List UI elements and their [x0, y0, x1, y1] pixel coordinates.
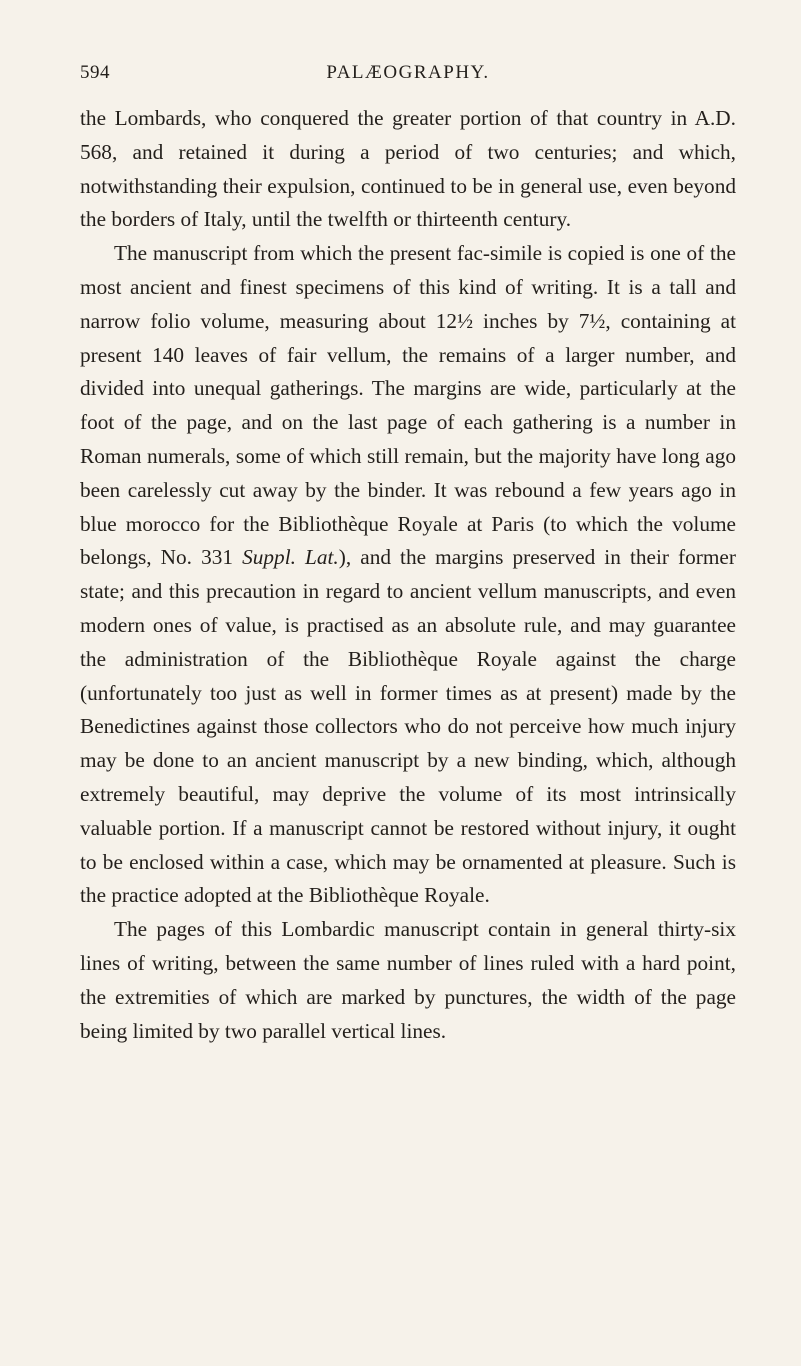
body-text: [80, 102, 736, 1048]
paragraph-page-layout: The pages of this Lombardic manuscript contain in general thirty-six lines of writing, between the same number of lines ruled with a hard point, the extremities of which are marked by punctures, the width of the page being limited by two parallel vertical lines.: [80, 917, 736, 1043]
page-number: 594: [80, 62, 110, 83]
paragraph-text: ), and the margins preserved in their former state; and this precaution in regard to ancient vellum manuscripts, and even modern ones of value, is practised as an absolute rule, and may guarantee the administration of the Bibliothèque Royale against the charge (unfortunately too just as well in former times as at present) made by the Benedictines against those collectors who do not perceive how much injury may be done to an ancient manuscript by a new binding, which, although extremely beautiful, may deprive the volume of its most intrinsically valuable portion. If a manuscript cannot be restored without injury, it ought to be enclosed within a case, which may be ornamented at pleasure. Such is the practice adopted at the Bibliothèque Royale.: [80, 545, 736, 908]
running-title: PALÆOGRAPHY.: [326, 62, 490, 83]
paragraph-continuation: the Lombards, who conquered the greater portion of that country in A.D. 568, and retained it during a period of two centuries; and which, notwithstanding their expulsion, continued to be in general use, even beyond the borders of Italy, until the twelfth or thirteenth century.: [80, 106, 736, 232]
paragraph-text: The manuscript from which the present fac-simile is copied is one of the most ancient and finest specimens of this kind of writing. It is a tall and narrow folio volume, measuring about 12½ inches by 7½, containing at present 140 leaves of fair vellum, the remains of a larger number, and divided into unequal gatherings. The margins are wide, particularly at the foot of the page, and on the last page of each gathering is a number in Roman numerals, some of which still remain, but the majority have long ago been carelessly cut away by the binder. It was rebound a few years ago in blue morocco for the Bibliothèque Royale at Paris (to which the volume belongs, No. 331: [80, 241, 736, 570]
italic-reference: Suppl. Lat.: [242, 545, 339, 570]
running-head: [80, 62, 736, 92]
paragraph-manuscript-description: [80, 237, 736, 913]
